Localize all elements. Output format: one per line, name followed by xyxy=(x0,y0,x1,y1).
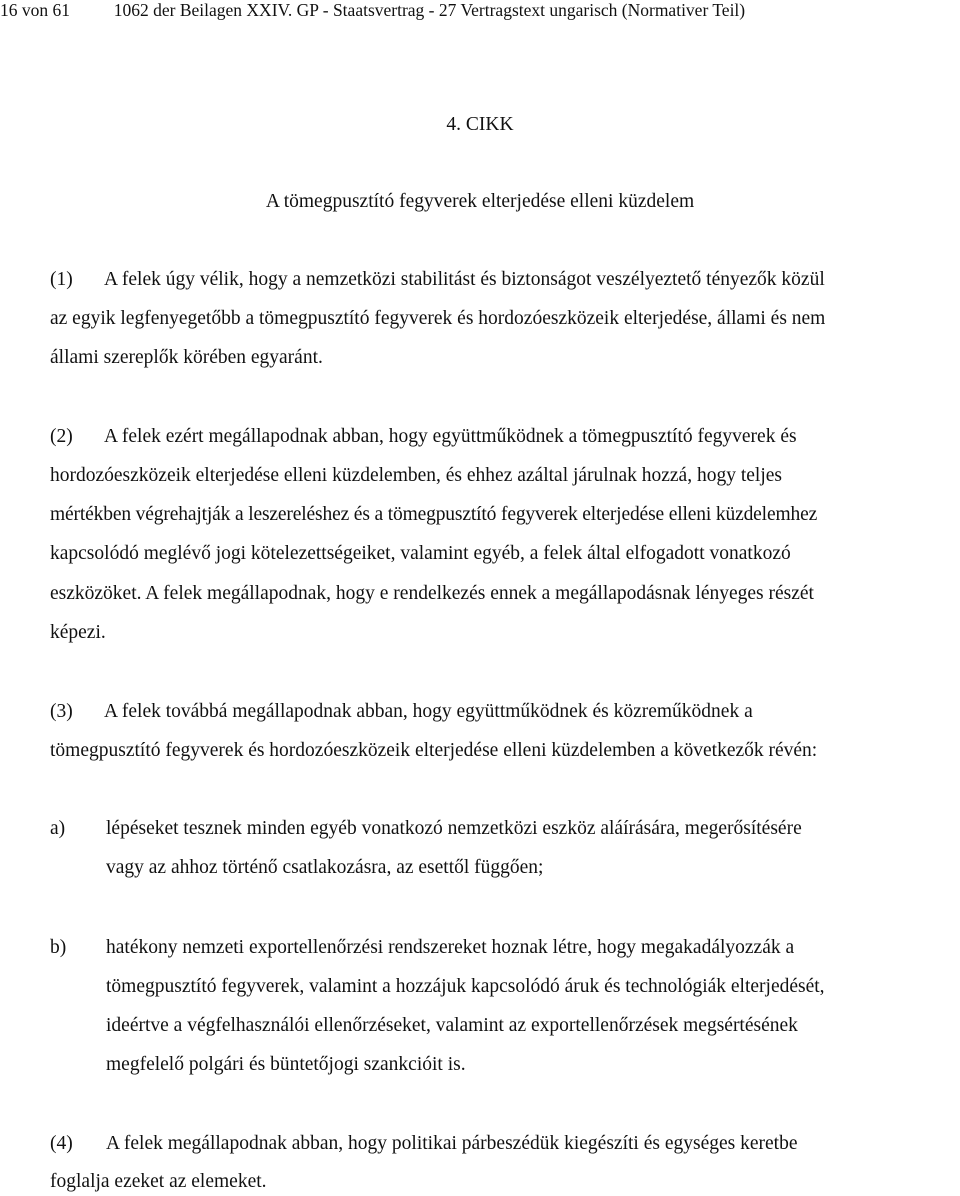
paragraph-2-line: mértékben végrehajtják a leszereléshez és a tömegpusztító fegyverek elterjedése elleni küzdelemhez xyxy=(50,504,818,525)
item-b-line: hatékony nemzeti exportellenőrzési rendszereket hoznak létre, hogy megakadályozzák a xyxy=(106,937,795,958)
item-a-label: a) xyxy=(50,818,66,839)
paragraph-3-line: A felek továbbá megállapodnak abban, hogy együttműködnek és közreműködnek a xyxy=(104,701,753,722)
paragraph-2-line: képezi. xyxy=(50,622,106,643)
item-b-line: tömegpusztító fegyverek, valamint a hozzájuk kapcsolódó áruk és technológiák elterjedését, xyxy=(106,976,825,997)
paragraph-2-line: A felek ezért megállapodnak abban, hogy együttműködnek a tömegpusztító fegyverek és xyxy=(104,426,797,447)
item-b-line: ideértve a végfelhasználói ellenőrzéseket, valamint az exportellenőrzések megsértésének xyxy=(106,1015,798,1036)
article-title: A tömegpusztító fegyverek elterjedése elleni küzdelem xyxy=(265,191,695,212)
page-header: 16 von 61 1062 der Beilagen XXIV. GP - Staatsvertrag - 27 Vertragstext ungarisch (Normativer Teil) xyxy=(0,0,746,20)
item-a-line: lépéseket tesznek minden egyéb vonatkozó nemzetközi eszköz aláírására, megerősítésére xyxy=(106,818,802,839)
paragraph-3-line: tömegpusztító fegyverek és hordozóeszközeik elterjedése elleni küzdelemben a következők révén: xyxy=(50,740,818,761)
article-number: 4. CIKK xyxy=(446,114,514,135)
paragraph-2-line: hordozóeszközeik elterjedése elleni küzdelemben, és ehhez azáltal járulnak hozzá, hogy teljes xyxy=(50,465,782,486)
paragraph-1-line: A felek úgy vélik, hogy a nemzetközi stabilitást és biztonságot veszélyeztető tényezők közül xyxy=(104,269,825,290)
paragraph-2-line: kapcsolódó meglévő jogi kötelezettségeiket, valamint egyéb, a felek által elfogadott vonatkozó xyxy=(50,543,791,564)
paragraph-2-line: eszközöket. A felek megállapodnak, hogy e rendelkezés ennek a megállapodásnak lényeges részét xyxy=(50,583,814,604)
paragraph-1-line: az egyik legfenyegetőbb a tömegpusztító fegyverek és hordozóeszközeik elterjedése, állami és nem xyxy=(50,308,826,329)
paragraph-2-number: (2) xyxy=(50,426,73,447)
item-a-line: vagy az ahhoz történő csatlakozásra, az esettől függően; xyxy=(106,857,544,878)
paragraph-4-number: (4) xyxy=(50,1133,73,1154)
item-b-line: megfelelő polgári és büntetőjogi szankcióit is. xyxy=(106,1054,466,1075)
paragraph-3-number: (3) xyxy=(50,701,73,722)
paragraph-4-line: foglalja ezeket az elemeket. xyxy=(50,1171,267,1192)
paragraph-1-number: (1) xyxy=(50,269,73,290)
paragraph-1-line: állami szereplők körében egyaránt. xyxy=(50,347,323,368)
item-b-label: b) xyxy=(50,937,67,958)
paragraph-4-line: A felek megállapodnak abban, hogy politikai párbeszédük kiegészíti és egységes keretbe xyxy=(106,1133,798,1154)
